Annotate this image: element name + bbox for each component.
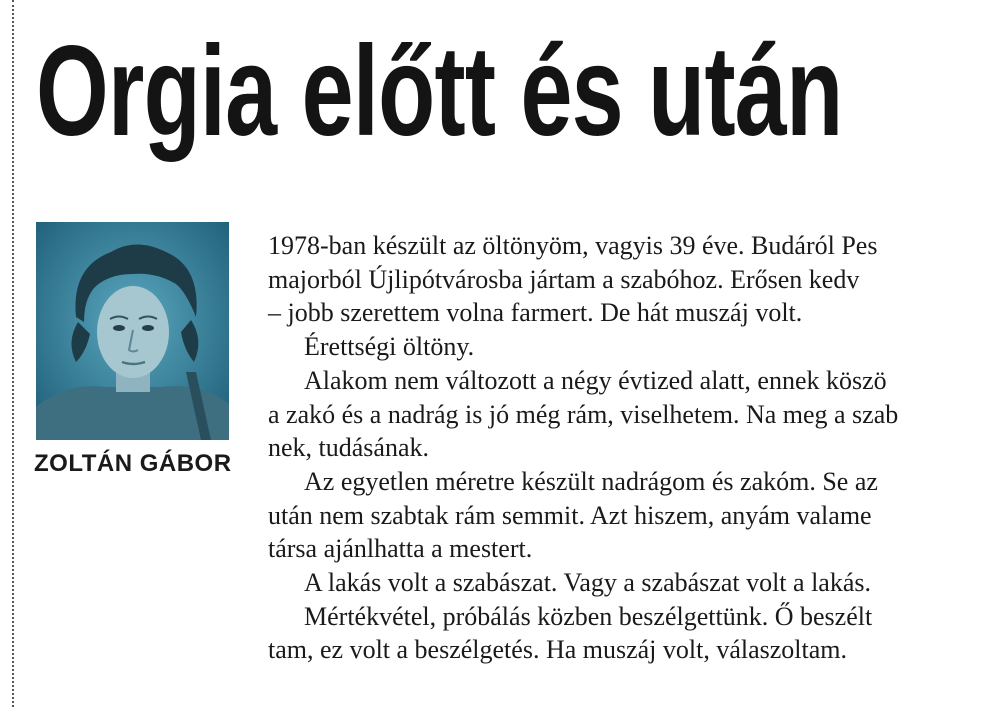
body-line: Mértékvétel, próbálás közben beszélgettünk. Ő beszélt	[304, 601, 873, 631]
author-byline: ZOLTÁN GÁBOR	[34, 450, 232, 477]
author-portrait	[36, 222, 229, 440]
author-portrait-icon	[36, 222, 229, 440]
body-line: után nem szabtak rám semmit. Azt hiszem, anyám valame	[268, 500, 872, 530]
body-line: társa ajánlhatta a mestert.	[268, 534, 533, 564]
body-line: Az egyetlen méretre készült nadrágom és zakóm. Se az	[304, 466, 878, 496]
body-line: nek, tudásának.	[268, 433, 430, 463]
body-line: 1978-ban készült az öltönyöm, vagyis 39 éve. Budáról Pes	[268, 231, 878, 260]
body-line: tam, ez volt a beszélgetés. Ha muszáj volt, válaszoltam.	[268, 635, 848, 665]
body-line: – jobb szerettem volna farmert. De hát muszáj volt.	[268, 298, 803, 328]
body-line: Alakom nem változott a négy évtized alatt, ennek köszö	[304, 365, 887, 395]
body-line: Érettségi öltöny.	[304, 332, 475, 362]
body-line: A lakás volt a szabászat. Vagy a szabászat volt a lakás.	[304, 568, 871, 598]
body-line: a zakó és a nadrág is jó még rám, viselhetem. Na meg a szab	[268, 399, 899, 429]
column-divider	[12, 0, 14, 707]
article-body	[268, 229, 1000, 667]
article-headline: Orgia előtt és után	[36, 20, 843, 163]
body-line: majorból Újlipótvárosba jártam a szabóhoz. Erősen kedv	[268, 264, 860, 294]
